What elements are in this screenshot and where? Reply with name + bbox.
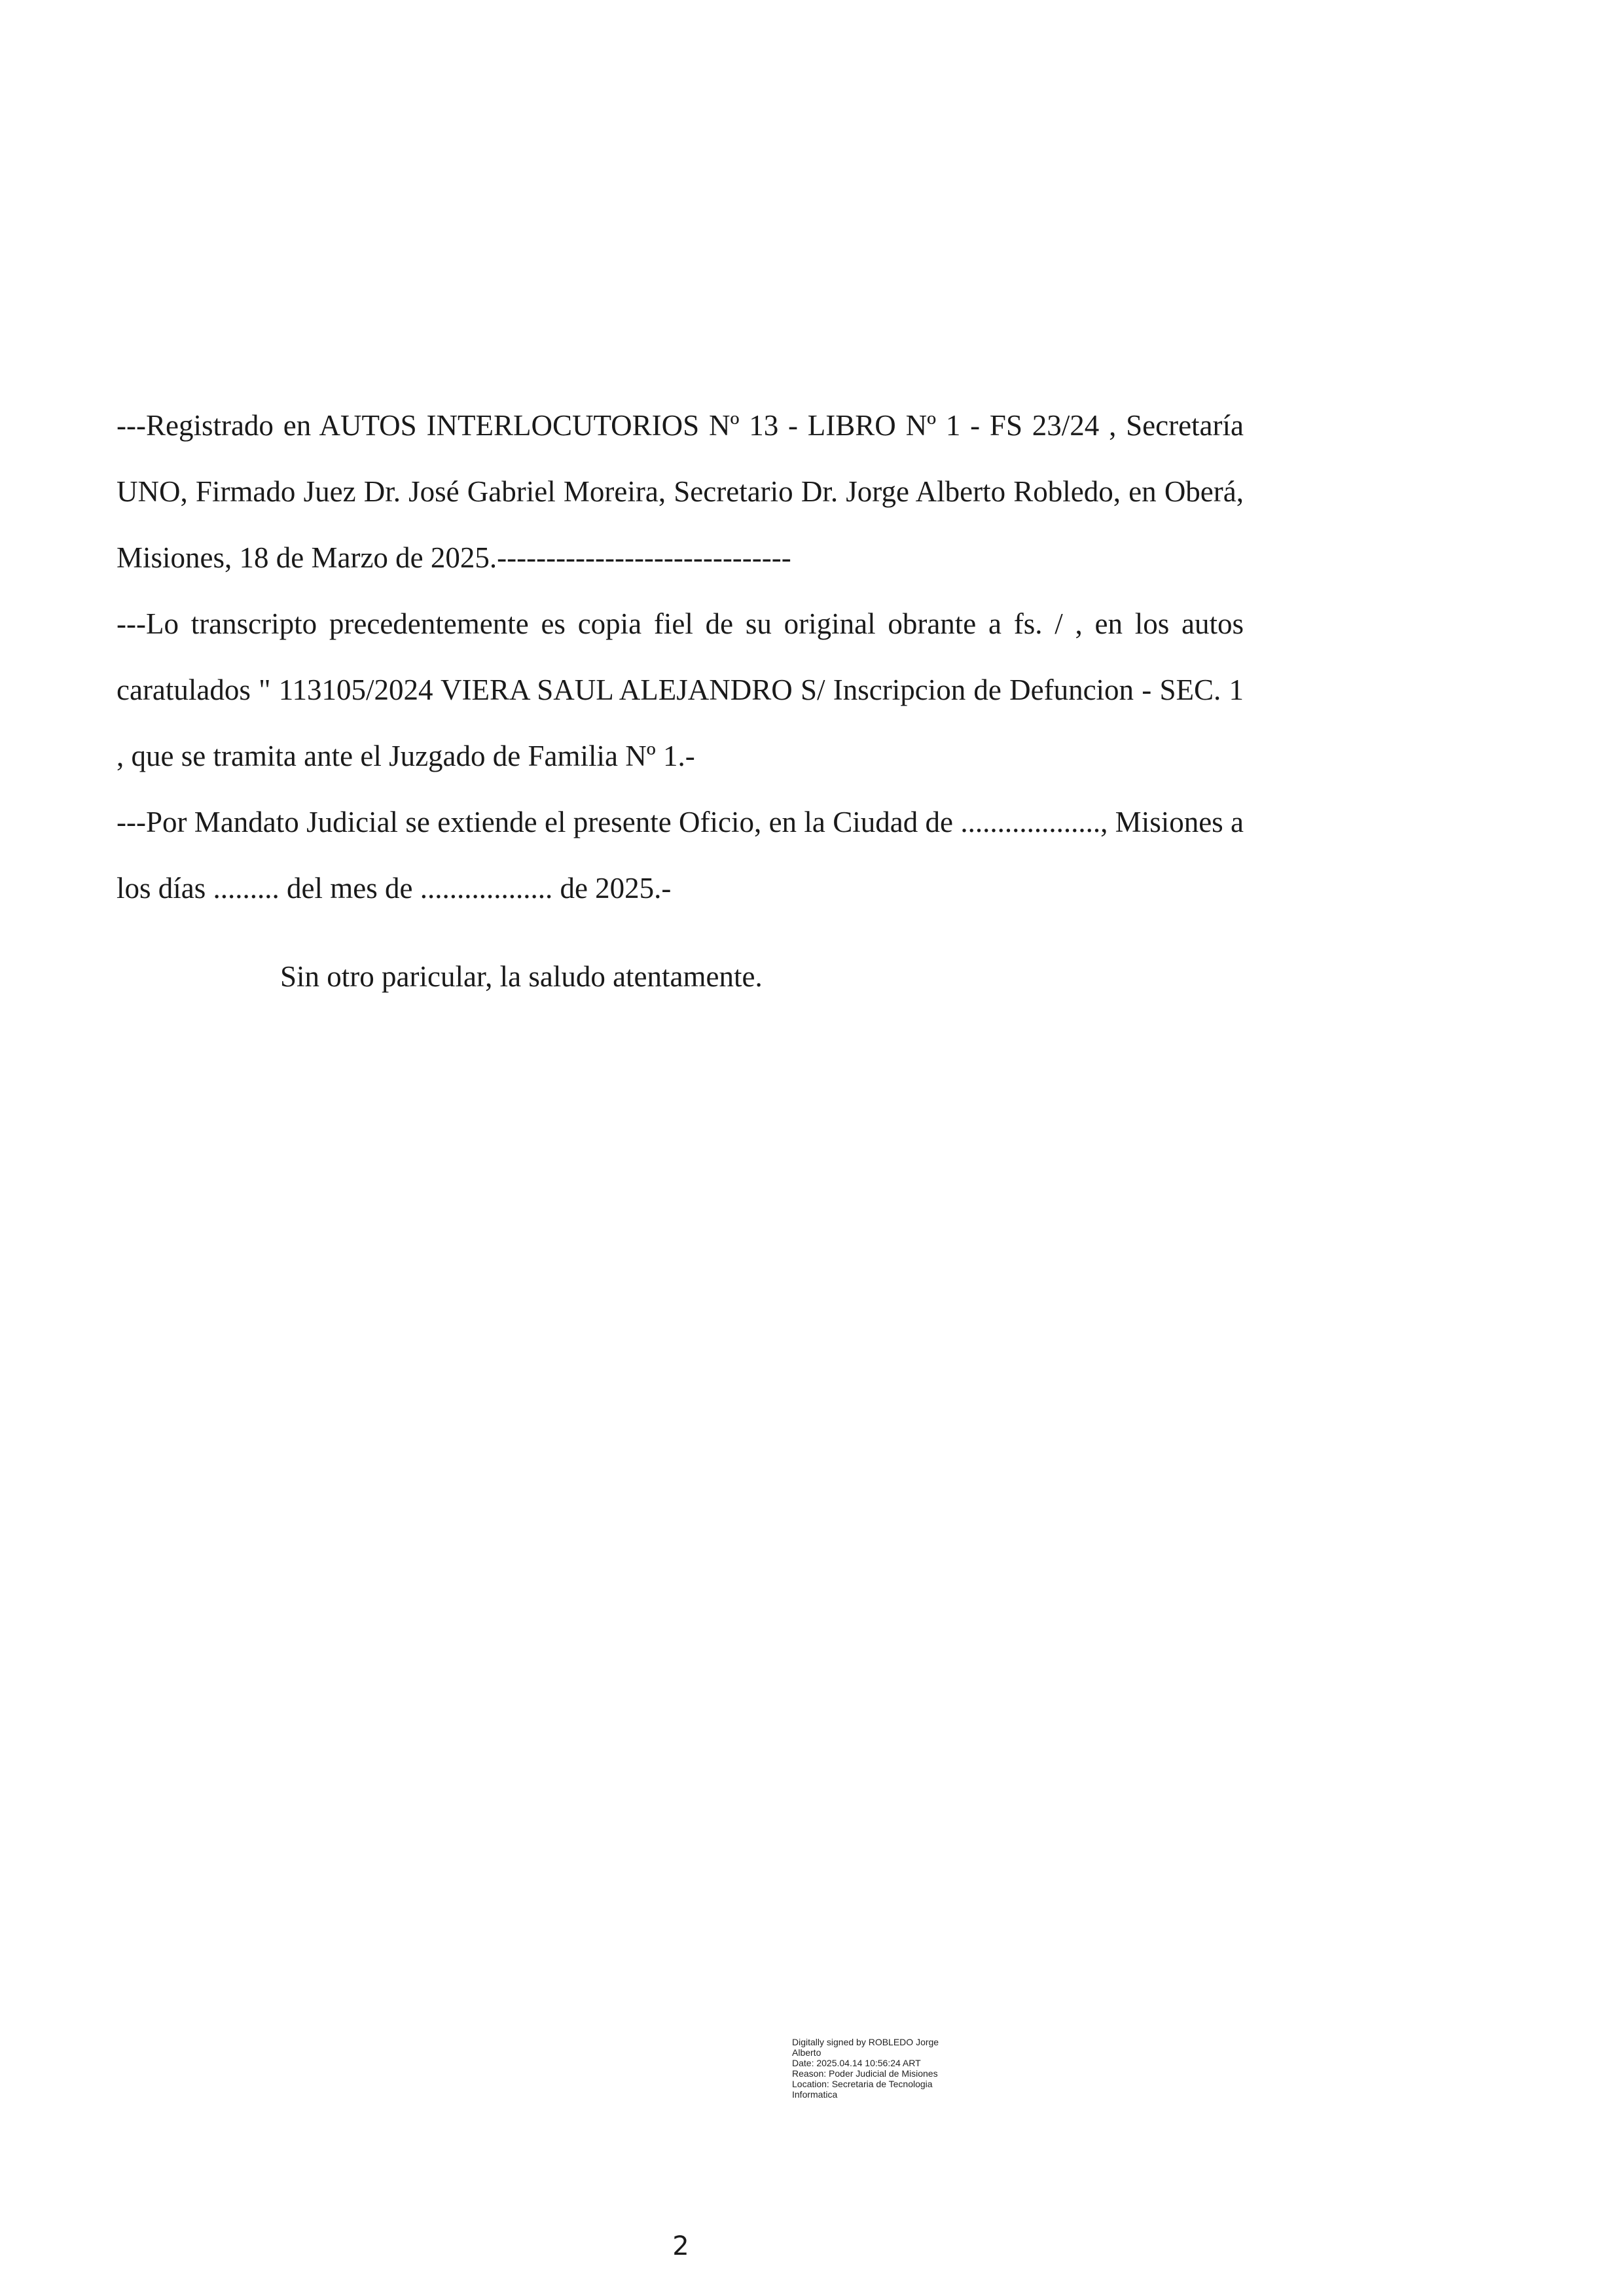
- signature-date: Date: 2025.04.14 10:56:24 ART: [792, 2058, 921, 2068]
- signature-signed-by-cont: Alberto: [792, 2047, 821, 2058]
- signature-signed-by: Digitally signed by ROBLEDO Jorge: [792, 2037, 939, 2047]
- closing-line: Sin otro paricular, la saludo atentamente.: [280, 960, 763, 993]
- signature-reason: Reason: Poder Judicial de Misiones: [792, 2068, 938, 2079]
- paragraph-registration: ---Registrado en AUTOS INTERLOCUTORIOS Nº 13 - LIBRO Nº 1 - FS 23/24 , Secretaría UNO, Firmado Juez Dr. José Gabriel Moreira, Secretario Dr. Jorge Alberto Robledo, en Oberá, Misiones, 18 de Marzo de 2025.------------------------------: [117, 409, 1244, 574]
- signature-location-cont: Informatica: [792, 2089, 838, 2100]
- digital-signature-block: [792, 2037, 1001, 2100]
- signature-location: Location: Secretaria de Tecnologia: [792, 2079, 933, 2089]
- paragraph-transcription: ---Lo transcripto precedentemente es copia fiel de su original obrante a fs. / , en los autos caratulados " 113105/2024 VIERA SAUL ALEJANDRO S/ Inscripcion de Defuncion - SEC. 1 , que se tramita ante el Juzgado de Familia Nº 1.-: [117, 607, 1244, 772]
- document-body: [117, 393, 1244, 922]
- paragraph-judicial-mandate: ---Por Mandato Judicial se extiende el presente Oficio, en la Ciudad de ..................., Misiones a los días ......... del mes de .................. de 2025.-: [117, 806, 1244, 905]
- page-number: 2: [672, 2231, 689, 2261]
